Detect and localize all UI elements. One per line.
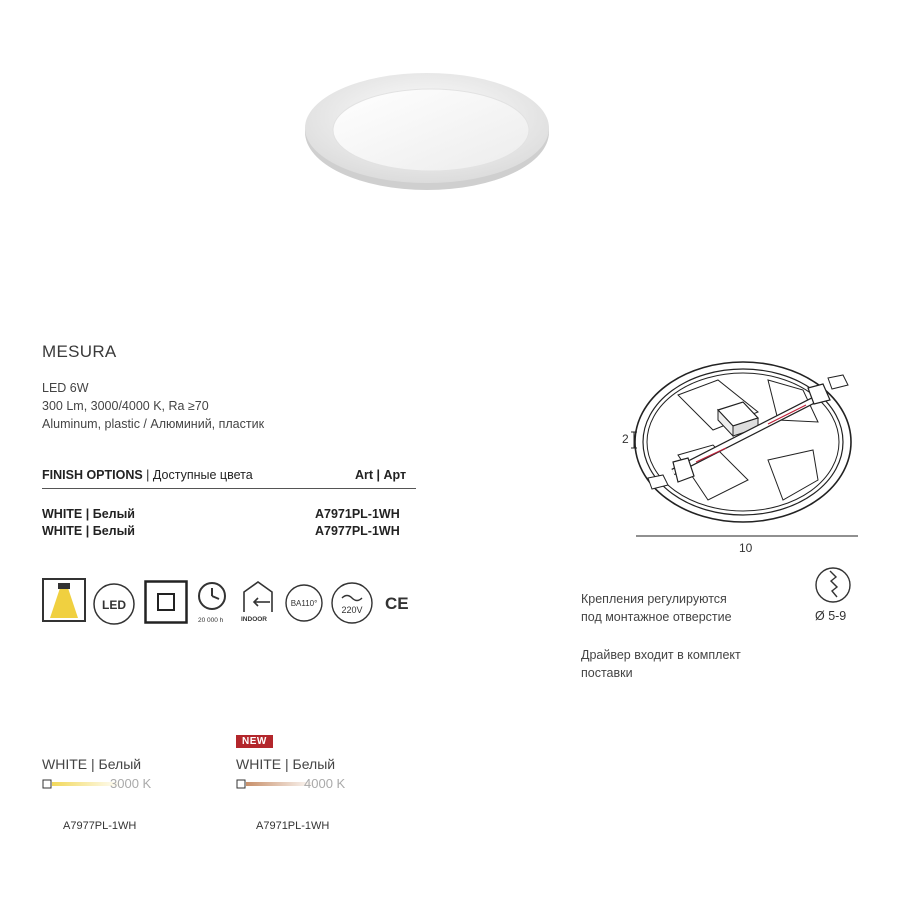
driver-note <box>581 646 741 682</box>
beam-angle-icon <box>284 583 324 623</box>
swatch-2-label: WHITE | Белый <box>236 756 336 772</box>
swatch-1-label: WHITE | Белый <box>42 756 142 772</box>
swatch-1-art: A7977PL-1WH <box>63 820 137 832</box>
spec-power: LED 6W <box>42 381 89 395</box>
downlight-beam-icon <box>42 578 86 622</box>
finish-header-ru: Доступные цвета <box>152 468 253 482</box>
finish-header-sep: | <box>142 468 153 482</box>
finish-row-1: WHITE | Белый <box>42 507 135 521</box>
dimension-drawing <box>618 350 868 550</box>
new-badge: NEW <box>236 735 273 748</box>
swatch-1-temp: 3000 K <box>110 776 152 791</box>
mount-note <box>581 590 732 626</box>
spec-lumen: 300 Lm, 3000/4000 K, Ra ≥70 <box>42 399 209 413</box>
spec-material: Aluminum, plastic / Алюминий, пластик <box>42 417 265 431</box>
ce-mark-icon: CE <box>385 594 409 613</box>
indoor-icon <box>240 578 280 624</box>
height-dimension-label: 2 <box>622 432 629 446</box>
voltage-icon <box>330 581 374 625</box>
swatch-2-art: A7971PL-1WH <box>256 820 330 832</box>
mount-note-line2: под монтажное отверстие <box>581 610 732 624</box>
hole-size-label: Ø 5-9 <box>815 609 847 623</box>
lifetime-clock-icon <box>196 580 236 626</box>
driver-note-line1: Драйвер входит в комплект <box>581 648 741 662</box>
indoor-label: INDOOR <box>241 616 267 623</box>
width-dimension-label: 10 <box>739 541 753 555</box>
swatch-2-temp: 4000 K <box>304 776 346 791</box>
led-icon <box>92 582 136 626</box>
art-header: Art | Арт <box>355 468 407 482</box>
mount-note-line1: Крепления регулируются <box>581 592 727 606</box>
voltage-label: 220V <box>341 605 363 615</box>
product-photo <box>300 70 560 200</box>
art-row-2: A7977PL-1WH <box>315 524 400 538</box>
art-row-1: A7971PL-1WH <box>315 507 400 521</box>
finish-header-en: FINISH OPTIONS <box>42 468 143 482</box>
finish-header <box>42 468 253 482</box>
square-shape-icon <box>144 580 188 624</box>
hole-size-icon <box>808 565 858 605</box>
lifetime-label: 20 000 h <box>198 617 224 624</box>
product-title: MESURA <box>42 342 117 361</box>
finish-row-2: WHITE | Белый <box>42 524 135 538</box>
table-rule <box>42 488 416 489</box>
beam-angle-label: BA110° <box>290 599 318 608</box>
led-icon-text: LED <box>102 598 126 612</box>
driver-note-line2: поставки <box>581 666 633 680</box>
